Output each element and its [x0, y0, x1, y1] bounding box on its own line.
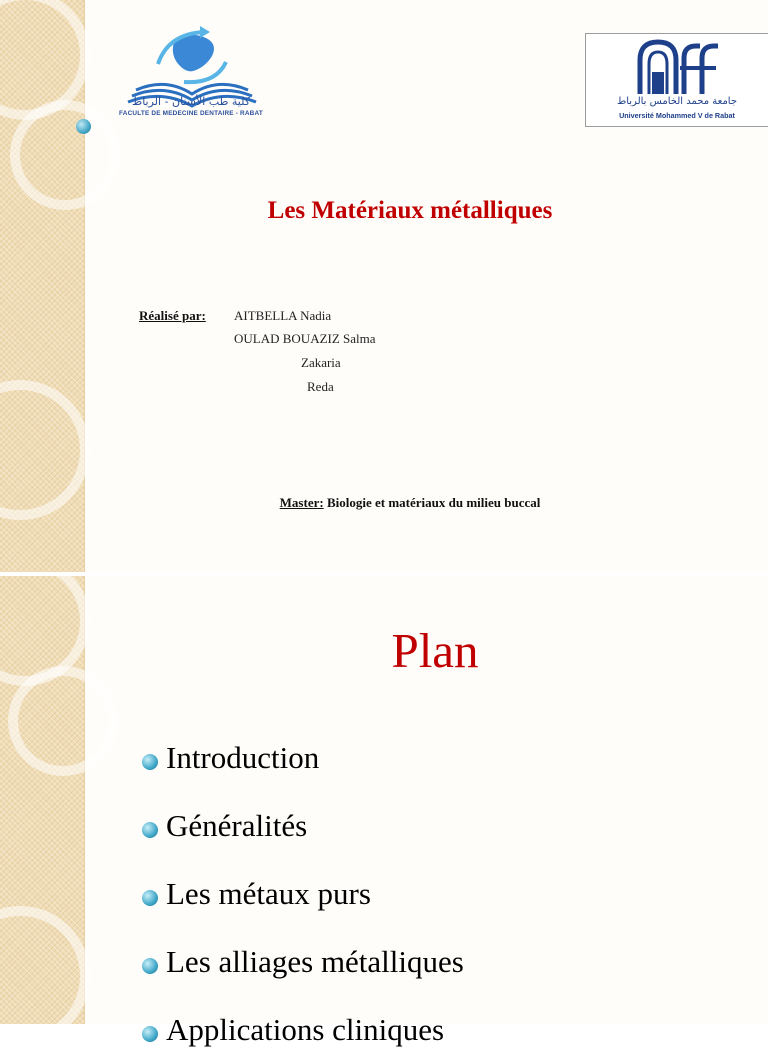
realise-par-label: Réalisé par: [139, 308, 206, 323]
master-label: Master: [279, 495, 324, 510]
swirl-decoration [0, 906, 90, 1024]
bullet-icon [142, 754, 158, 770]
plan-item-label: Généralités [166, 808, 308, 843]
author-name: OULAD BOUAZIZ Salma [234, 331, 376, 346]
presentation-title: Les Matériaux métalliques [267, 197, 553, 224]
bullet-icon [142, 958, 158, 974]
plan-title: Plan [391, 623, 479, 678]
bullet-icon [142, 890, 158, 906]
author-name: Reda [307, 379, 334, 394]
bullet-icon [142, 822, 158, 838]
plan-item-label: Introduction [166, 740, 320, 775]
faculty-logo-arabic-text: كلية طب الأسنان - الرباط [132, 95, 250, 108]
faculty-logo-french-text: FACULTE DE MEDECINE DENTAIRE - RABAT [119, 110, 263, 117]
author-name: AITBELLA Nadia [234, 308, 332, 323]
author-name: Zakaria [301, 355, 341, 370]
plan-item-label: Les alliages métalliques [166, 944, 464, 979]
master-value: Biologie et matériaux du milieu buccal [326, 495, 541, 510]
university-emblem-icon [586, 34, 768, 98]
swirl-decoration [0, 380, 90, 520]
decorative-orb-icon [76, 119, 91, 134]
decorative-side-strip [0, 576, 85, 1024]
bullet-icon [142, 1026, 158, 1042]
university-logo-arabic-text: جامعة محمد الخامس بالرباط [616, 96, 738, 107]
plan-item-label: Les métaux purs [166, 876, 371, 911]
plan-item-label: Applications cliniques [166, 1012, 445, 1047]
master-line [120, 495, 700, 511]
decorative-side-strip [0, 0, 85, 572]
university-logo-french-text: Université Mohammed V de Rabat [619, 111, 735, 120]
swirl-decoration [8, 666, 118, 776]
